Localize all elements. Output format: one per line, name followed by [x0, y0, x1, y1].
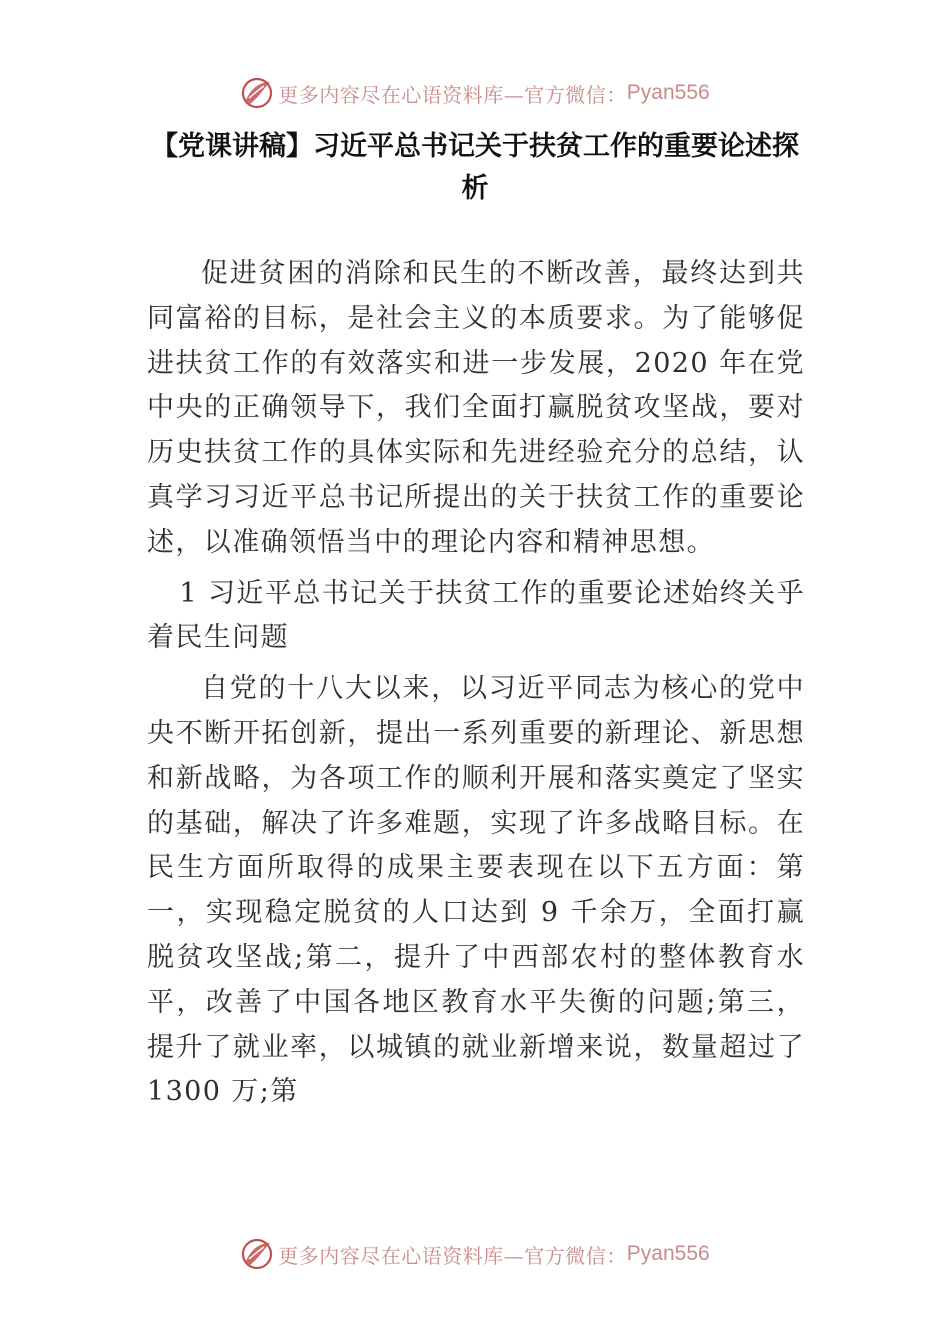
watermark-account: Pyan556: [626, 1242, 710, 1265]
red-leaf-swirl-logo-icon: [240, 76, 274, 110]
watermark-account: Pyan556: [626, 81, 710, 104]
document-body: [147, 252, 805, 1121]
paragraph-section-1: 自党的十八大以来，以习近平同志为核心的党中央不断开拓创新，提出一系列重要的新理论、新思想和新战略，为各项工作的顺利开展和落实奠定了坚实的基础，解决了许多难题，实现了许多战略目标。在民生方面所取得的成果主要表现在以下五方面：第一，实现稳定脱贫的人口达到 9 千余万，全面打赢脱贫攻坚战;第二，提升了中西部农村的整体教育水平，改善了中国各地区教育水平失衡的问题;第三，提升了就业率，以城镇的就业新增来说，数量超过了 1300 万;第: [147, 673, 805, 1108]
watermark-header: [0, 73, 950, 113]
section-heading-1: 1 习近平总书记关于扶贫工作的重要论述始终关乎着民生问题: [147, 577, 805, 654]
document-title: 【党课讲稿】习近平总书记关于扶贫工作的重要论述探析: [151, 131, 799, 204]
watermark-text: 更多内容尽在心语资料库—官方微信：: [278, 82, 627, 107]
paragraph-intro: 促进贫困的消除和民生的不断改善，最终达到共同富裕的目标，是社会主义的本质要求。为了能够促进扶贫工作的有效落实和进一步发展，2020 年在党中央的正确领导下，我们全面打赢脱贫攻坚战，要对历史扶贫工作的具体实际和先进经验充分的总结，认真学习习近平总书记所提出的关于扶贫工作的重要论述，以准确领悟当中的理论内容和精神思想。: [147, 258, 805, 558]
watermark-text: 更多内容尽在心语资料库—官方微信：: [278, 1243, 627, 1268]
watermark-footer: [0, 1234, 950, 1274]
red-leaf-swirl-logo-icon: [240, 1237, 274, 1271]
